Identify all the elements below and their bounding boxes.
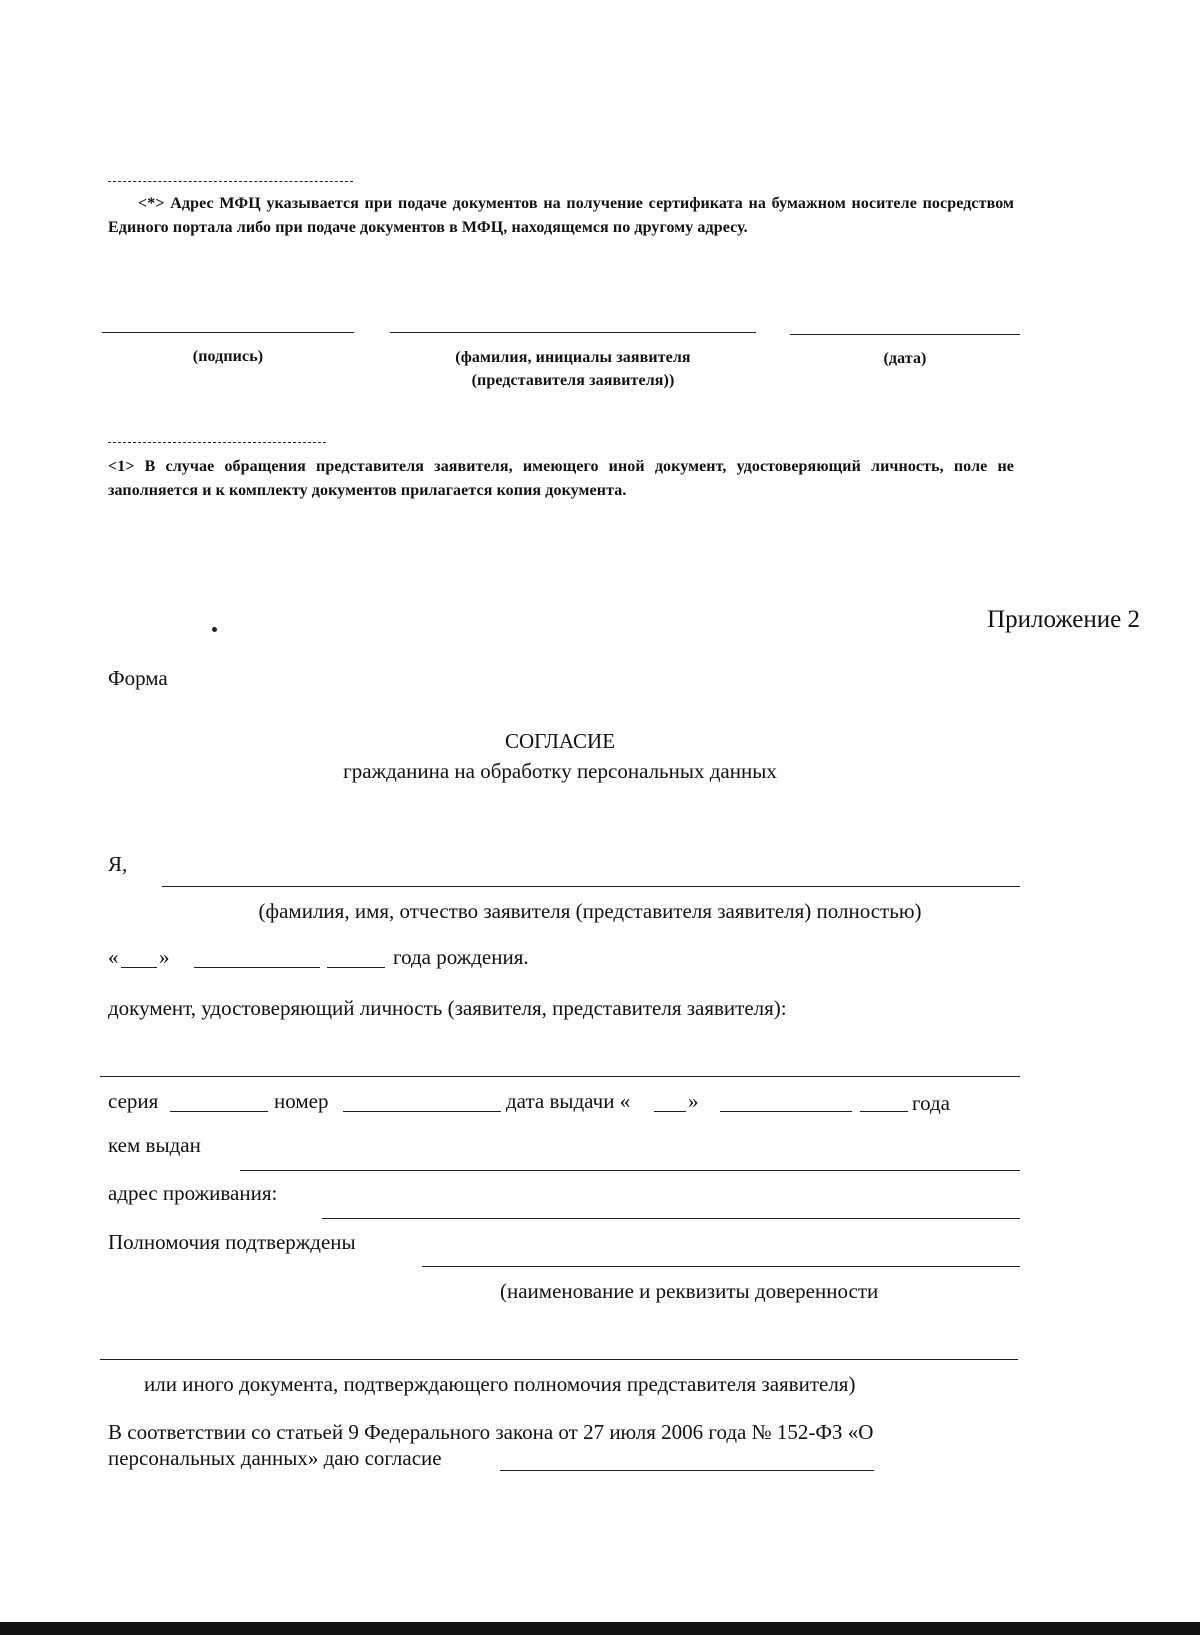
birth-open-quote: «: [108, 945, 119, 969]
name-line: [390, 332, 756, 333]
year-label: года: [912, 1091, 950, 1115]
signature-line: [102, 332, 354, 333]
law-text-line-2: персональных данных» даю согласие: [108, 1446, 442, 1470]
authority-hint-2: или иного документа, подтверждающего полномочия представителя заявителя): [144, 1372, 856, 1396]
signature-label: (подпись): [192, 348, 264, 365]
authority-hint-1: (наименование и реквизиты доверенности: [500, 1279, 879, 1303]
consent-subtitle: гражданина на обработку персональных данных: [343, 759, 777, 783]
name-label-line2: (представителя заявителя)): [471, 372, 675, 389]
series-field[interactable]: [170, 1111, 268, 1112]
date-label: (дата): [883, 350, 927, 367]
footnote-separator: [108, 181, 353, 182]
birth-close-quote: »: [159, 945, 170, 969]
issue-date-close: »: [688, 1089, 699, 1113]
issue-date-label: дата выдачи «: [506, 1089, 631, 1113]
name-label-line1: (фамилия, инициалы заявителя: [455, 349, 691, 366]
birth-year-field[interactable]: [327, 967, 385, 968]
address-label: адрес проживания:: [108, 1181, 278, 1205]
scan-bottom-edge: [0, 1622, 1200, 1635]
authority-field[interactable]: [422, 1266, 1020, 1267]
date-line: [790, 334, 1020, 335]
appendix-label: Приложение 2: [987, 606, 1140, 633]
birth-day-field[interactable]: [121, 967, 157, 968]
issue-year-field[interactable]: [860, 1111, 908, 1112]
full-name-hint: (фамилия, имя, отчество заявителя (представителя заявителя) полностью): [258, 899, 922, 923]
number-label: номер: [274, 1089, 329, 1113]
birth-suffix: года рождения.: [393, 945, 529, 969]
law-text-line-1: В соответствии со статьей 9 Федерального закона от 27 июля 2006 года № 152-ФЗ «О: [108, 1420, 874, 1444]
footnote-address-mfc: <*> Адрес МФЦ указывается при подаче документов на получение сертификата на бумажном носителе посредством Единого портала либо при подаче документов в МФЦ, находящемся по другому адресу.: [108, 195, 1014, 236]
consent-recipient-field[interactable]: [500, 1470, 874, 1471]
footnote-separator-2: [108, 442, 326, 443]
full-name-field[interactable]: [162, 886, 1020, 887]
birth-month-field[interactable]: [194, 967, 320, 968]
authority-label: Полномочия подтверждены: [108, 1230, 356, 1254]
issued-by-label: кем выдан: [108, 1133, 201, 1157]
address-field[interactable]: [322, 1218, 1020, 1219]
consent-title: СОГЛАСИЕ: [504, 729, 616, 753]
id-document-label: документ, удостоверяющий личность (заявителя, представителя заявителя):: [108, 996, 787, 1020]
issued-by-field[interactable]: [240, 1170, 1020, 1171]
series-label: серия: [108, 1089, 159, 1113]
footnote-id-document: <1> В случае обращения представителя заявителя, имеющего иной документ, удостоверяющий личность, поле не заполняется и к комплекту документов прилагается копия документа.: [108, 458, 1014, 499]
authority-field-2[interactable]: [100, 1359, 1018, 1360]
issue-day-field[interactable]: [654, 1111, 686, 1112]
id-document-field[interactable]: [100, 1076, 1020, 1077]
form-label: Форма: [108, 666, 168, 690]
issue-month-field[interactable]: [720, 1111, 852, 1112]
number-field[interactable]: [343, 1111, 501, 1112]
i-label: Я,: [108, 852, 128, 876]
scan-speck: [212, 627, 217, 632]
